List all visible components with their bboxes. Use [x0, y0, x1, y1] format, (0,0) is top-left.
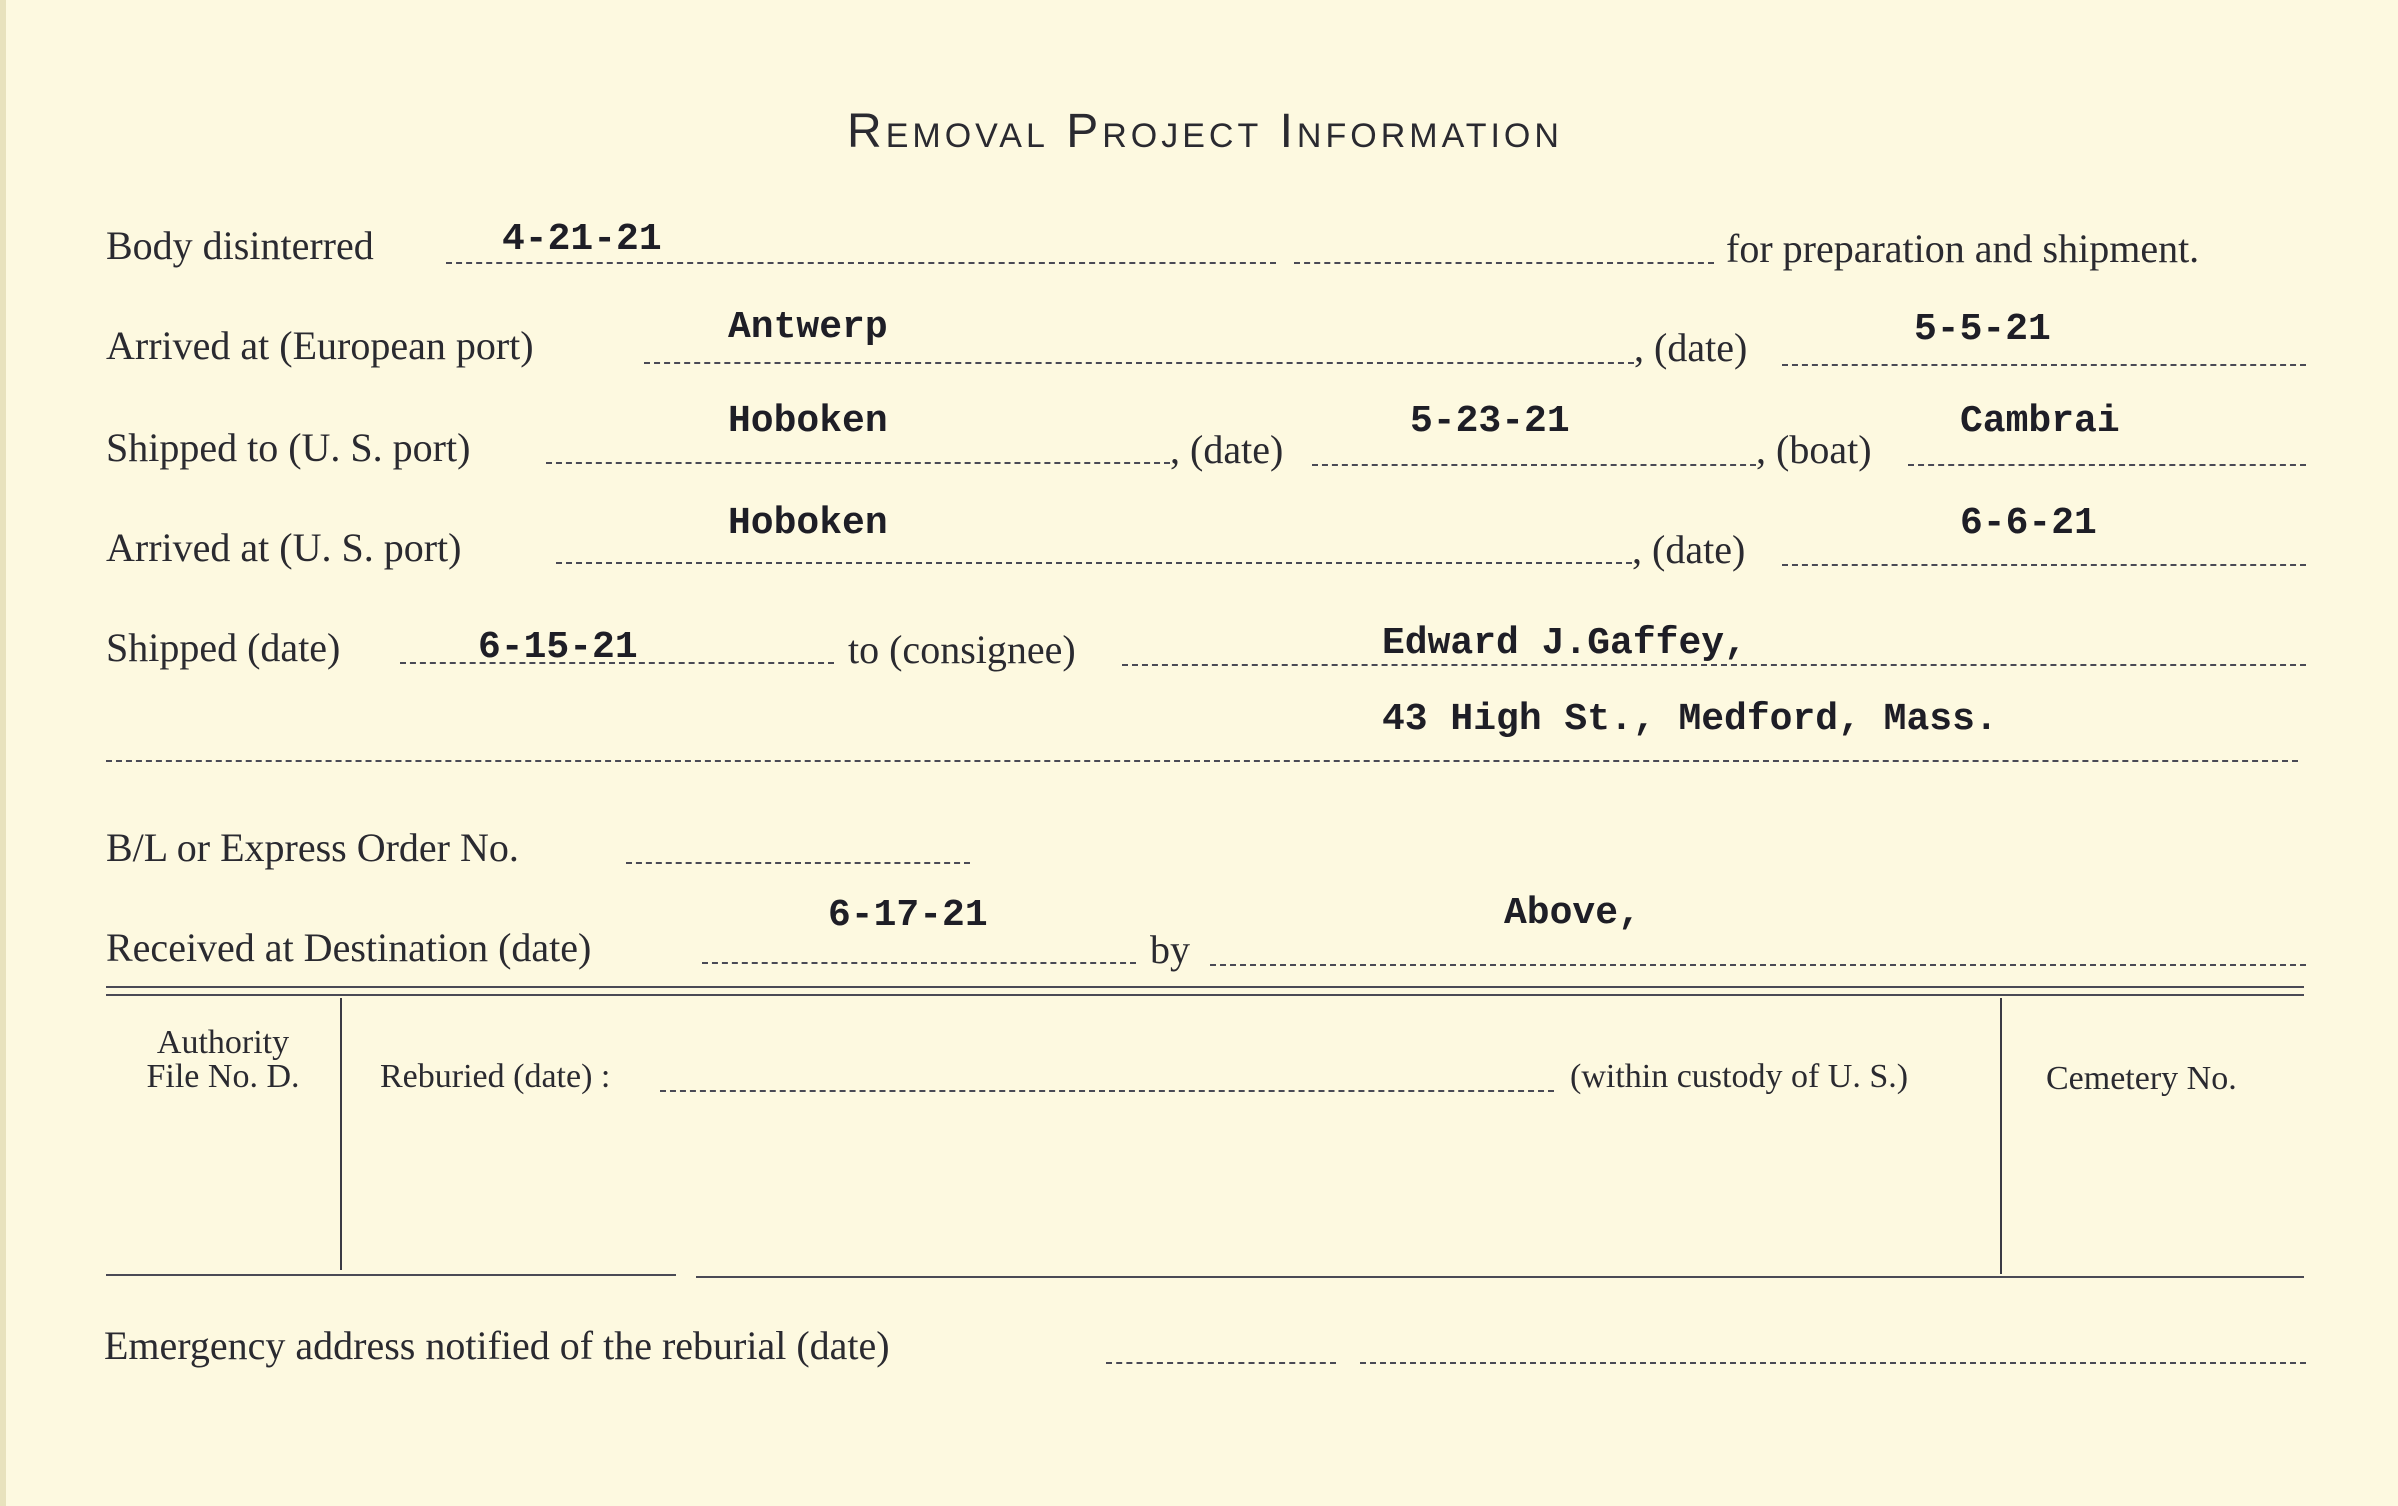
- arrived-us-port: Hoboken: [728, 502, 888, 545]
- shipped-us-date: 5-23-21: [1410, 400, 1570, 443]
- form-title: Removal Project Information: [847, 105, 1563, 158]
- emergency-line-2: [1360, 1362, 2306, 1364]
- shipped-us-label: Shipped to (U. S. port): [106, 425, 471, 470]
- eu-port-value: Antwerp: [728, 306, 888, 349]
- emergency-label: Emergency address notified of the reburial (date): [104, 1323, 890, 1368]
- shipped-us-line: [546, 462, 1170, 464]
- box-bottom-rule-right: [696, 1276, 2304, 1278]
- reburied-line: [660, 1090, 1554, 1092]
- arrived-us-date-line: [1782, 564, 2306, 566]
- disinterred-suffix: for preparation and shipment.: [1726, 226, 2200, 271]
- arrived-us-date: 6-6-21: [1960, 502, 2097, 545]
- eu-date-label: , (date): [1634, 325, 1748, 370]
- consignee-label: to (consignee): [848, 627, 1076, 672]
- box-bottom-rule-left: [106, 1274, 676, 1276]
- boat-value: Cambrai: [1960, 400, 2120, 443]
- authority-label-line-2: File No. D.: [146, 1058, 300, 1095]
- disinterred-label: Body disinterred: [106, 223, 374, 268]
- shipped-date-value: 6-15-21: [478, 626, 638, 669]
- boat-label: , (boat): [1756, 427, 1872, 472]
- received-by-value: Above,: [1504, 892, 1641, 935]
- cemetery-label: Cemetery No.: [2046, 1060, 2237, 1097]
- eu-port-label: Arrived at (European port): [106, 323, 534, 368]
- reburied-label: Reburied (date) :: [380, 1058, 611, 1095]
- shipped-us-port: Hoboken: [728, 400, 888, 443]
- consignee-name: Edward J.Gaffey,: [1382, 622, 1747, 665]
- received-label: Received at Destination (date): [106, 925, 592, 970]
- authority-label-line-1: Authority: [156, 1024, 290, 1061]
- custody-label: (within custody of U. S.): [1570, 1058, 1909, 1095]
- arrived-us-line: [556, 562, 1632, 564]
- received-by-line: [1210, 964, 2306, 966]
- bl-line: [626, 862, 970, 864]
- eu-date-value: 5-5-21: [1914, 308, 2051, 351]
- received-date-line: [702, 962, 1136, 964]
- disinterred-line-1: [446, 262, 1276, 264]
- eu-port-line: [644, 362, 1634, 364]
- disinterred-line-2: [1294, 262, 1714, 264]
- arrived-us-date-label: , (date): [1632, 527, 1746, 572]
- authority-label: [106, 1026, 340, 1094]
- shipped-us-date-line: [1312, 464, 1756, 466]
- consignee-address-line: [106, 760, 2298, 762]
- emergency-line-1: [1106, 1362, 1336, 1364]
- section-rule-top: [106, 986, 2304, 988]
- arrived-us-label: Arrived at (U. S. port): [106, 525, 462, 570]
- shipped-us-date-label: , (date): [1170, 427, 1284, 472]
- received-by-label: by: [1150, 927, 1190, 972]
- column-divider-left: [340, 998, 342, 1270]
- received-date: 6-17-21: [828, 894, 988, 937]
- consignee-address: 43 High St., Medford, Mass.: [1382, 698, 1998, 741]
- eu-date-line: [1782, 364, 2306, 366]
- boat-line: [1908, 464, 2306, 466]
- section-rule-bottom: [106, 994, 2304, 996]
- disinterred-date: 4-21-21: [502, 218, 662, 261]
- column-divider-right: [2000, 998, 2002, 1274]
- shipped-date-label: Shipped (date): [106, 625, 341, 670]
- bl-label: B/L or Express Order No.: [106, 825, 519, 870]
